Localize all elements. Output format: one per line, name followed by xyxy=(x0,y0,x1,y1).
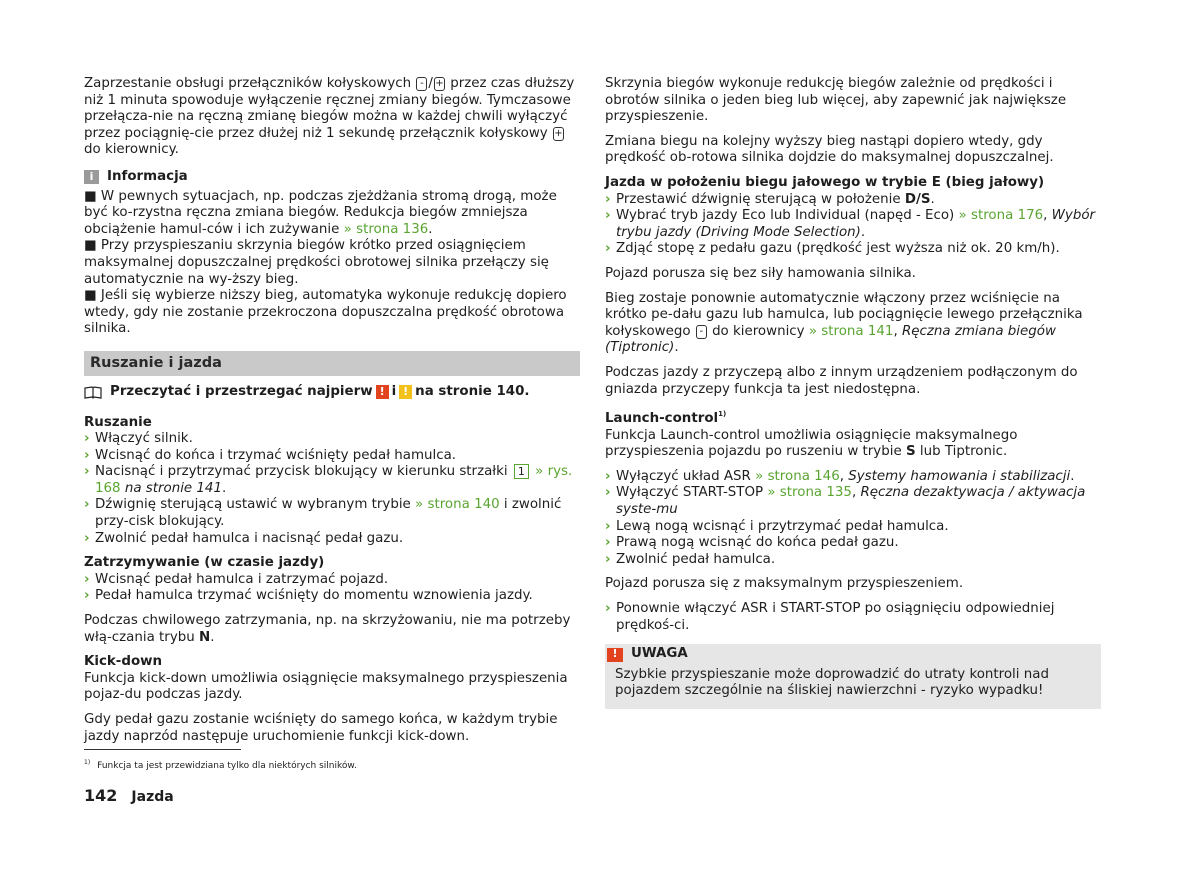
warning-red-icon: ! xyxy=(376,385,389,399)
list-item xyxy=(84,588,580,605)
warning-text: Szybkie przyspieszanie może doprowadzić do utraty kontroli nad pojazdem szczególnie na śliskiej nawierzchni - ryzyko wypadku! xyxy=(615,666,1049,699)
kickdown-text: Funkcja kick-down umożliwia osiągnięcie maksymalnego przyspieszenia pojaz-du podczas jazdy. xyxy=(84,670,568,703)
list-item xyxy=(605,535,1101,552)
step-text: Zdjąć stopę z pedału gazu (prędkość jest wyższa niż ok. 20 km/h). xyxy=(616,241,1060,257)
step-text: Wcisnąć do końca i trzymać wciśnięty pedał hamulca. xyxy=(95,447,457,463)
mode-n: N xyxy=(199,629,211,645)
list-item xyxy=(84,448,580,465)
step-ref: na stronie 141 xyxy=(124,480,222,496)
info-title: Informacja xyxy=(107,168,188,184)
mode-s: S xyxy=(905,444,916,460)
launch-steps xyxy=(605,469,1101,569)
step-ref: Ręczna dezaktywacja / aktywacja syste-mu xyxy=(616,485,1086,518)
step-text: Włączyć silnik. xyxy=(95,431,193,447)
warning-yellow-icon: ! xyxy=(399,385,412,399)
intro-text-b: przez czas dłuższy niż 1 minuta spowoduje wyłączenie ręcznej zmiany biegów. Tymczasowe przełącza-nie na ręczną zmianę biegów można w każdej chwili wyłączyć przez pociągnię-cie przez dłużej niż 1 sekundę przełącznik kołyskowy xyxy=(84,76,575,141)
chevron-right-icon: › xyxy=(605,551,611,567)
link-page-136[interactable]: » strona 136 xyxy=(343,221,429,237)
plus-key-icon: + xyxy=(554,127,563,139)
chevron-right-icon: › xyxy=(84,497,90,513)
max-accel-paragraph: Pojazd porusza się z maksymalnym przyspieszeniem. xyxy=(605,576,964,592)
info-bullet-2: ■ Przy przyspieszaniu skrzynia biegów krótko przed osiągnięciem maksymalnej dopuszczalnej prędkości obrotowej silnika przełączy się automatycznie na wy-ższy bieg. xyxy=(84,238,549,287)
step-text: Ponownie włączyć ASR i START-STOP po osiągnięciu odpowiedniej prędkoś-ci. xyxy=(616,601,1055,633)
step-text: Zwolnić pedał hamulca. xyxy=(616,551,776,567)
short-stop-paragraph xyxy=(84,613,580,646)
read-first-page: na stronie 140. xyxy=(415,383,530,399)
downshift-paragraph: Skrzynia biegów wykonuje redukcję biegów zależnie od prędkości i obrotów silnika o jeden bieg lub więcej, aby zapewnić jak największe przyspieszenie. xyxy=(605,76,1067,125)
link-fig-168[interactable]: » rys. 168 xyxy=(95,464,573,496)
link-page-135[interactable]: » strona 135 xyxy=(767,485,852,501)
left-column xyxy=(84,76,580,753)
gas-pedal-paragraph: Gdy pedał gazu zostanie wciśnięty do samego końca, w każdym trybie jazdy naprzód następuje uruchomienie funkcji kick-down. xyxy=(84,712,558,744)
minus-key-icon: - xyxy=(696,325,707,339)
step-ref: Wybór trybu jazdy (Driving Mode Selection) xyxy=(616,208,1096,240)
chevron-right-icon: › xyxy=(84,530,90,546)
ruszanie-steps xyxy=(84,431,580,547)
reengage-end: . xyxy=(674,340,679,356)
list-item xyxy=(84,431,580,448)
no-engine-brake-paragraph: Pojazd porusza się bez siły hamowania silnika. xyxy=(605,265,916,281)
link-page-146[interactable]: » strona 146 xyxy=(755,468,840,484)
arrow-number-box: 1 xyxy=(514,464,529,479)
list-item xyxy=(84,572,580,589)
comma: , xyxy=(893,323,898,339)
position-ds: D/S xyxy=(904,191,931,207)
intro-text-a: Zaprzestanie obsługi przełączników kołyskowych xyxy=(84,76,412,91)
right-column xyxy=(605,76,1101,709)
intro-text-c: do kierownicy. xyxy=(84,142,179,158)
info-bullet-3: ■ Jeśli się wybierze niższy bieg, automatyka wykonuje redukcję dopiero wtedy, gdy nie zostanie przekroczona dopuszczalna prędkość obrotowa silnika. xyxy=(84,288,567,337)
slash: / xyxy=(428,76,433,91)
link-page-141[interactable]: » strona 141 xyxy=(808,323,894,339)
step-text: Przestawić dźwignię sterującą w położenie xyxy=(616,191,901,207)
step-text-b: i zwolnić przy-cisk blokujący. xyxy=(95,497,562,530)
section-title-bar: Ruszanie i jazda xyxy=(84,351,580,376)
read-first-text: Przeczytać i przestrzegać najpierw xyxy=(110,383,373,399)
zatrzymywanie-title: Zatrzymywanie (w czasie jazdy) xyxy=(84,555,325,571)
footnote-mark: 1) xyxy=(84,759,91,766)
launch-title-text: Launch-control xyxy=(605,411,719,427)
warning-box xyxy=(605,644,1101,709)
page-footer xyxy=(84,786,174,805)
step-end: . xyxy=(930,191,935,207)
short-stop-text: Podczas chwilowego zatrzymania, np. na skrzyżowaniu, nie ma potrzeby włą-czania trybu xyxy=(84,613,571,645)
page-number: 142 xyxy=(84,786,118,805)
footnote-marker: 1) xyxy=(718,410,727,419)
comma: , xyxy=(839,468,844,484)
chevron-right-icon: › xyxy=(84,431,90,447)
ruszanie-title: Ruszanie xyxy=(84,414,152,430)
reengage-ref: Ręczna zmiana biegów (Tiptronic) xyxy=(605,323,1056,356)
list-item xyxy=(605,485,1101,518)
short-stop-end: . xyxy=(210,629,215,645)
chevron-right-icon: › xyxy=(605,518,611,534)
chevron-right-icon: › xyxy=(605,241,611,257)
zatrzymywanie-steps xyxy=(84,572,580,605)
list-item xyxy=(605,519,1101,536)
step-text: Lewą nogą wcisnąć i przytrzymać pedał hamulca. xyxy=(616,518,949,534)
reengage-text-b: do kierownicy xyxy=(712,323,805,339)
list-item xyxy=(605,552,1101,569)
chevron-right-icon: › xyxy=(84,571,90,587)
step-text: Wybrać tryb jazdy Eco lub Individual (napęd - Eco) xyxy=(616,208,955,224)
step-text: Wyłączyć układ ASR xyxy=(616,468,751,484)
section-name: Jazda xyxy=(131,789,174,805)
step-text: Prawą nogą wcisnąć do końca pedał gazu. xyxy=(616,535,899,551)
list-item xyxy=(84,531,580,548)
neutral-steps xyxy=(605,192,1101,258)
upshift-paragraph: Zmiana biegu na kolejny wyższy bieg nastąpi dopiero wtedy, gdy prędkość ob-rotowa silnika dojdzie do maksymalnej dopuszczalnej. xyxy=(605,133,1054,166)
step-end: . xyxy=(860,224,866,240)
chevron-right-icon: › xyxy=(605,191,611,207)
info-bullet-1 xyxy=(84,189,580,239)
kickdown-title: Kick-down xyxy=(84,654,163,670)
chevron-right-icon: › xyxy=(605,208,611,224)
info-header xyxy=(84,169,580,186)
reengage-paragraph xyxy=(605,291,1101,357)
neutral-title: Jazda w położeniu biegu jałowego w trybie E (bieg jałowy) xyxy=(605,174,1045,190)
step-text: Dźwignię sterującą ustawić w wybranym trybie xyxy=(95,497,411,513)
step-end: . xyxy=(221,480,227,496)
warning-title: UWAGA xyxy=(631,646,688,662)
comma: , xyxy=(1043,208,1048,224)
step-text: Wcisnąć pedał hamulca i zatrzymać pojazd. xyxy=(95,571,389,587)
footnote xyxy=(84,759,357,771)
info-icon: i xyxy=(84,170,99,184)
step-text: Wyłączyć START-STOP xyxy=(616,485,764,501)
step-ref: Systemy hamowania i stabilizacji xyxy=(848,468,1071,484)
footnote-text: Funkcja ta jest przewidziana tylko dla niektórych silników. xyxy=(97,761,357,771)
launch-control-title xyxy=(605,406,1101,428)
link-page-140[interactable]: » strona 140 xyxy=(415,497,500,513)
list-item xyxy=(605,192,1101,209)
warning-icon: ! xyxy=(607,648,623,662)
launch-text-b: lub Tiptronic. xyxy=(919,444,1008,460)
reengage-text: Bieg zostaje ponownie automatycznie włączony przez wciśnięcie na krótko pe-dału gazu lub hamulca, lub pociągnięcie lewego przełącznika kołyskowego xyxy=(605,290,1083,339)
minus-key-icon: - xyxy=(416,77,427,91)
link-page-176[interactable]: » strona 176 xyxy=(958,208,1044,224)
warning-header xyxy=(605,646,1091,663)
list-item xyxy=(84,464,580,497)
read-first-and: i xyxy=(391,383,397,399)
read-first-notice xyxy=(84,384,580,401)
list-item xyxy=(605,601,1101,634)
trailer-paragraph: Podczas jazdy z przyczepą albo z innym urządzeniem podłączonym do gniazda przyczepy funkcja ta jest niedostępna. xyxy=(605,364,1078,397)
chevron-right-icon: › xyxy=(84,464,90,480)
comma: , xyxy=(851,485,857,501)
step-text: Nacisnąć i przytrzymać przycisk blokujący w kierunku strzałki xyxy=(95,464,508,480)
info-bullet-1-text: ■ W pewnych sytuacjach, np. podczas zjeżdżania stromą drogą, może być ko-rzystna ręczna zmiana biegów. Redukcja biegów zmniejsza obciążenie hamul-ców i ich zużywanie xyxy=(84,188,557,237)
footnote-divider xyxy=(84,749,241,750)
chevron-right-icon: › xyxy=(605,535,611,551)
book-icon xyxy=(84,386,102,399)
intro-paragraph xyxy=(84,76,580,159)
list-item xyxy=(84,497,580,530)
chevron-right-icon: › xyxy=(605,601,611,617)
chevron-right-icon: › xyxy=(84,588,90,604)
step-end: . xyxy=(1070,468,1075,484)
list-item xyxy=(605,241,1101,258)
list-item xyxy=(605,208,1101,241)
chevron-right-icon: › xyxy=(605,468,611,484)
list-item xyxy=(605,469,1101,486)
launch-control-text xyxy=(605,428,1101,461)
chevron-right-icon: › xyxy=(605,485,611,501)
plus-key-icon: + xyxy=(435,78,444,89)
info-bullet-1-end: . xyxy=(428,221,433,237)
step-text: Zwolnić pedał hamulca i nacisnąć pedał gazu. xyxy=(95,530,404,546)
chevron-right-icon: › xyxy=(84,447,90,463)
step-text: Pedał hamulca trzymać wciśnięty do momentu wznowienia jazdy. xyxy=(95,588,533,604)
launch-text: Funkcja Launch-control umożliwia osiągnięcie maksymalnego przyspieszenia pojazdu po ruszeniu w trybie xyxy=(605,427,1018,460)
